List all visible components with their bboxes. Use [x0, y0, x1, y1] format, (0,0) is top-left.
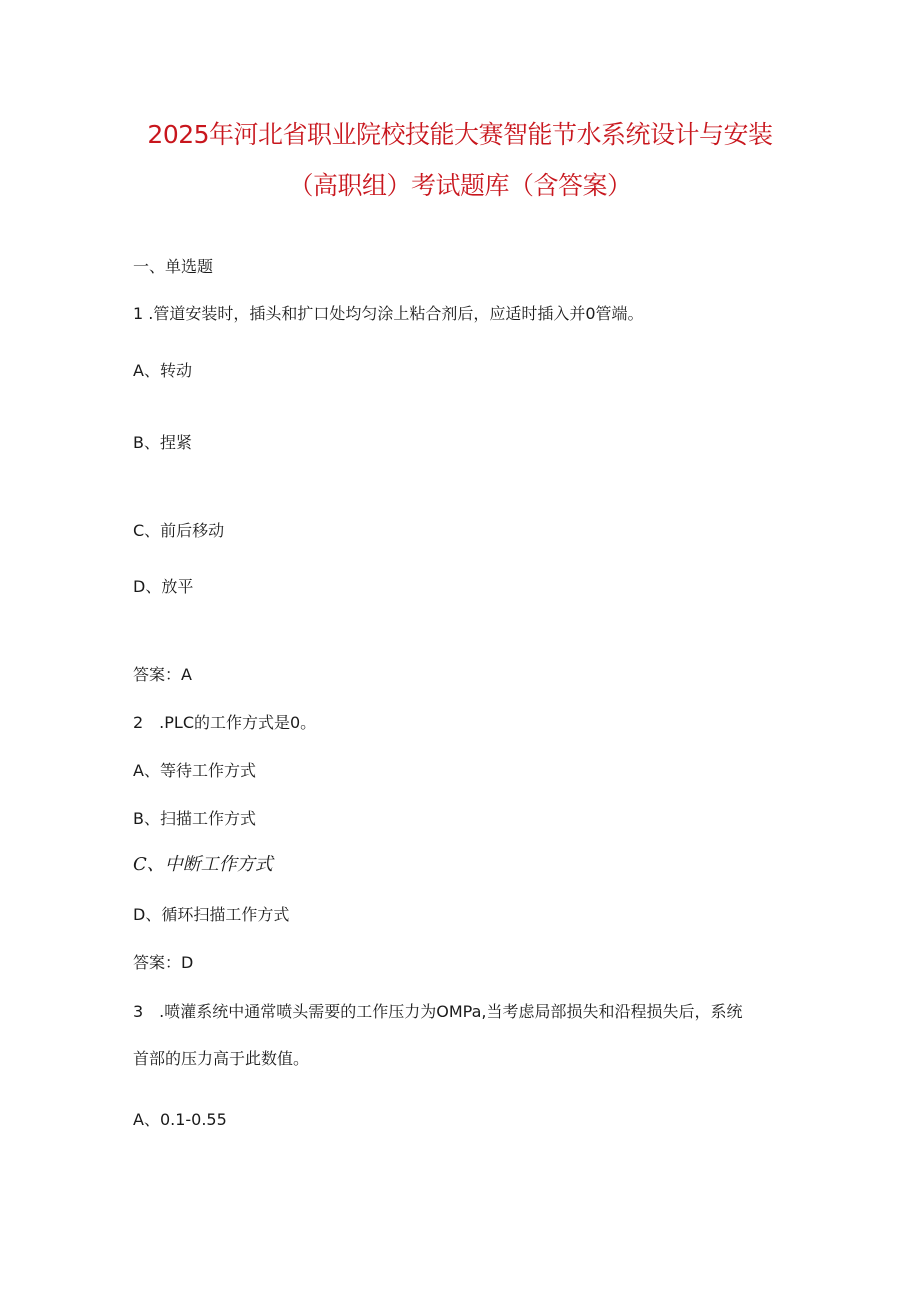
question-3-stem-line-1: 3 .喷灌系统中通常喷头需要的工作压力为OMPa,当考虑局部损失和沿程损失后，系统 [133, 1002, 743, 1021]
question-1-answer: 答案：A [133, 665, 192, 684]
document-title-line-2: （高职组）考试题库（含答案） [288, 171, 632, 200]
question-1-option-c: C、前后移动 [133, 521, 225, 540]
question-2-option-d: D、循环扫描工作方式 [133, 905, 290, 924]
question-2-option-a: A、等待工作方式 [133, 761, 256, 780]
section-heading: 一、单选题 [133, 257, 214, 276]
question-1-option-d: D、放平 [133, 577, 194, 596]
question-2-option-c: C、中断工作方式 [133, 854, 273, 875]
question-2-stem: 2 .PLC的工作方式是0。 [133, 713, 317, 732]
document-title-line-1: 2025年河北省职业院校技能大赛智能节水系统设计与安装 [147, 120, 773, 149]
question-2-answer: 答案：D [133, 953, 194, 972]
question-1-stem: 1 .管道安装时，插头和扩口处均匀涂上粘合剂后，应适时插入并0管端。 [133, 304, 644, 323]
question-1-option-a: A、转动 [133, 361, 192, 380]
question-2-option-b: B、扫描工作方式 [133, 809, 256, 828]
question-1-option-b: B、捏紧 [133, 433, 192, 452]
question-3-option-a: A、0.1-0.55 [133, 1110, 227, 1129]
question-3-stem-line-2: 首部的压力高于此数值。 [133, 1049, 310, 1068]
